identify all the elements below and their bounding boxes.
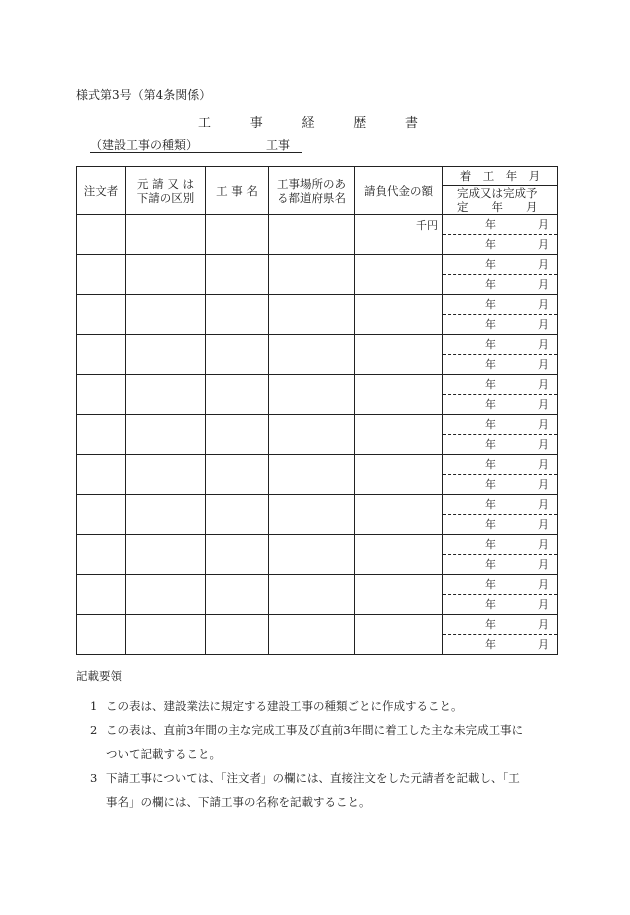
header-project-name: 工 事 名: [206, 167, 269, 215]
table-row: [77, 295, 558, 335]
cell-location[interactable]: [269, 215, 355, 255]
start-date[interactable]: [443, 215, 557, 235]
month-label: 月: [538, 278, 549, 291]
year-label: 年: [485, 638, 496, 651]
year-label: 年: [485, 338, 496, 351]
table-row: [77, 575, 558, 615]
month-label: 月: [538, 258, 549, 271]
table-row: [77, 615, 558, 655]
cell-dates[interactable]: [443, 575, 558, 615]
cell-dates[interactable]: [443, 295, 558, 335]
title-char: 工: [198, 116, 212, 131]
month-label: 月: [538, 638, 549, 651]
note-item: 3 下請工事については、「注文者」の欄には、直接注文をした元請者を記載し、「工: [90, 771, 520, 785]
cell-prime-sub[interactable]: [126, 535, 206, 575]
cell-client[interactable]: [77, 575, 126, 615]
header-location: 工事場所のあ る都道府県名: [269, 167, 355, 215]
cell-client[interactable]: [77, 615, 126, 655]
table-row: [77, 535, 558, 575]
cell-prime-sub[interactable]: [126, 575, 206, 615]
form-label: 様式第3号（第4条関係）: [76, 88, 212, 102]
note-item: 2 この表は、直前3年間の主な完成工事及び直前3年間に着工した主な未完成工事に: [90, 723, 524, 737]
cell-prime-sub[interactable]: [126, 335, 206, 375]
header-prime-sub: 元 請 又 は 下請の区別: [126, 167, 206, 215]
completion-date[interactable]: [443, 555, 557, 574]
month-label: 月: [538, 318, 549, 331]
year-label: 年: [485, 598, 496, 611]
cell-project-name[interactable]: [206, 335, 269, 375]
month-label: 月: [538, 538, 549, 551]
month-label: 月: [538, 398, 549, 411]
start-date[interactable]: [443, 255, 557, 275]
year-label: 年: [485, 218, 496, 231]
year-label: 年: [485, 618, 496, 631]
year-label: 年: [485, 278, 496, 291]
start-date[interactable]: [443, 415, 557, 435]
year-label: 年: [485, 438, 496, 451]
month-label: 月: [538, 238, 549, 251]
note-item-continuation: 事名」の欄には、下請工事の名称を記載すること。: [106, 795, 371, 809]
completion-date[interactable]: [443, 355, 557, 374]
cell-dates[interactable]: [443, 455, 558, 495]
construction-type-line: [90, 136, 302, 153]
completion-date[interactable]: [443, 395, 557, 414]
cell-project-name[interactable]: [206, 455, 269, 495]
start-date[interactable]: [443, 455, 557, 475]
title-char: 事: [249, 116, 263, 131]
cell-prime-sub[interactable]: [126, 455, 206, 495]
cell-location[interactable]: [269, 495, 355, 535]
cell-project-name[interactable]: [206, 215, 269, 255]
month-label: 月: [538, 498, 549, 511]
start-date[interactable]: [443, 295, 557, 315]
cell-location[interactable]: [269, 415, 355, 455]
table-row: [77, 495, 558, 535]
header-contract-amount: 請負代金の額: [355, 167, 443, 215]
cell-dates[interactable]: [443, 215, 558, 255]
notes-section: [76, 668, 576, 814]
table-row: [77, 215, 558, 255]
title-char: 経: [301, 116, 315, 131]
cell-dates[interactable]: [443, 375, 558, 415]
header-start: 着 工 年 月: [443, 167, 558, 186]
cell-dates[interactable]: [443, 255, 558, 295]
completion-date[interactable]: [443, 275, 557, 294]
start-date[interactable]: [443, 615, 557, 635]
table-row: [77, 455, 558, 495]
cell-prime-sub[interactable]: [126, 255, 206, 295]
cell-project-name[interactable]: [206, 255, 269, 295]
cell-prime-sub[interactable]: [126, 215, 206, 255]
year-label: 年: [485, 538, 496, 551]
cell-contract-amount[interactable]: [355, 455, 443, 495]
year-label: 年: [485, 558, 496, 571]
start-date[interactable]: [443, 335, 557, 355]
year-label: 年: [485, 518, 496, 531]
year-label: 年: [485, 418, 496, 431]
cell-location[interactable]: [269, 575, 355, 615]
cell-client[interactable]: [77, 255, 126, 295]
cell-prime-sub[interactable]: [126, 295, 206, 335]
completion-date[interactable]: [443, 315, 557, 334]
cell-client[interactable]: [77, 215, 126, 255]
cell-location[interactable]: [269, 255, 355, 295]
cell-location[interactable]: [269, 375, 355, 415]
cell-project-name[interactable]: [206, 375, 269, 415]
note-item: 1 この表は、建設業法に規定する建設工事の種類ごとに作成すること。: [90, 699, 463, 713]
month-label: 月: [538, 458, 549, 471]
completion-date[interactable]: [443, 515, 557, 534]
cell-contract-amount[interactable]: [355, 295, 443, 335]
cell-client[interactable]: [77, 455, 126, 495]
month-label: 月: [538, 558, 549, 571]
cell-client[interactable]: [77, 295, 126, 335]
cell-project-name[interactable]: [206, 295, 269, 335]
cell-dates[interactable]: [443, 495, 558, 535]
cell-contract-amount[interactable]: [355, 335, 443, 375]
month-label: 月: [538, 358, 549, 371]
completion-date[interactable]: [443, 435, 557, 454]
header-completion: 完成又は完成予 定 年 月: [443, 186, 558, 215]
month-label: 月: [538, 518, 549, 531]
cell-contract-amount[interactable]: [355, 375, 443, 415]
month-label: 月: [538, 378, 549, 391]
month-label: 月: [538, 418, 549, 431]
year-label: 年: [485, 258, 496, 271]
cell-project-name[interactable]: [206, 535, 269, 575]
cell-project-name[interactable]: [206, 495, 269, 535]
month-label: 月: [538, 578, 549, 591]
cell-contract-amount[interactable]: [355, 415, 443, 455]
cell-contract-amount[interactable]: [355, 575, 443, 615]
year-label: 年: [485, 478, 496, 491]
completion-date[interactable]: [443, 595, 557, 614]
cell-contract-amount[interactable]: [355, 495, 443, 535]
cell-dates[interactable]: [443, 535, 558, 575]
cell-contract-amount[interactable]: [355, 255, 443, 295]
cell-location[interactable]: [269, 615, 355, 655]
cell-project-name[interactable]: [206, 575, 269, 615]
cell-dates[interactable]: [443, 415, 558, 455]
year-label: 年: [485, 238, 496, 251]
start-date[interactable]: [443, 575, 557, 595]
cell-dates[interactable]: [443, 615, 558, 655]
cell-client[interactable]: [77, 415, 126, 455]
note-item-continuation: ついて記載すること。: [106, 747, 221, 761]
cell-contract-amount[interactable]: [355, 615, 443, 655]
cell-client[interactable]: [77, 495, 126, 535]
work-history-table: [76, 166, 558, 655]
year-label: 年: [485, 298, 496, 311]
title-char: 書: [404, 116, 418, 131]
cell-client[interactable]: [77, 535, 126, 575]
cell-prime-sub[interactable]: [126, 615, 206, 655]
table-row: [77, 335, 558, 375]
cell-location[interactable]: [269, 535, 355, 575]
start-date[interactable]: [443, 495, 557, 515]
start-date[interactable]: [443, 535, 557, 555]
start-date[interactable]: [443, 375, 557, 395]
construction-type-label: （建設工事の種類）: [90, 138, 199, 152]
cell-contract-amount[interactable]: [355, 535, 443, 575]
cell-location[interactable]: [269, 335, 355, 375]
cell-prime-sub[interactable]: [126, 495, 206, 535]
month-label: 月: [538, 438, 549, 451]
unit-label: 千円: [416, 219, 438, 232]
year-label: 年: [485, 498, 496, 511]
month-label: 月: [538, 338, 549, 351]
cell-prime-sub[interactable]: [126, 375, 206, 415]
cell-location[interactable]: [269, 455, 355, 495]
month-label: 月: [538, 478, 549, 491]
title-char: 歴: [353, 116, 367, 131]
completion-date[interactable]: [443, 235, 557, 254]
table-row: [77, 375, 558, 415]
cell-project-name[interactable]: [206, 415, 269, 455]
year-label: 年: [485, 398, 496, 411]
cell-dates[interactable]: [443, 335, 558, 375]
month-label: 月: [538, 598, 549, 611]
cell-prime-sub[interactable]: [126, 415, 206, 455]
header-client: 注文者: [77, 167, 126, 215]
year-label: 年: [485, 458, 496, 471]
month-label: 月: [538, 298, 549, 311]
cell-project-name[interactable]: [206, 615, 269, 655]
month-label: 月: [538, 618, 549, 631]
completion-date[interactable]: [443, 635, 557, 654]
year-label: 年: [485, 318, 496, 331]
table-row: [77, 415, 558, 455]
year-label: 年: [485, 358, 496, 371]
cell-contract-amount[interactable]: [355, 215, 443, 255]
year-label: 年: [485, 378, 496, 391]
cell-client[interactable]: [77, 375, 126, 415]
month-label: 月: [538, 218, 549, 231]
cell-client[interactable]: [77, 335, 126, 375]
table-row: [77, 255, 558, 295]
notes-heading: 記載要領: [76, 669, 122, 683]
completion-date[interactable]: [443, 475, 557, 494]
page-title: [198, 112, 418, 131]
year-label: 年: [485, 578, 496, 591]
construction-type-suffix: 工事: [266, 138, 291, 152]
cell-location[interactable]: [269, 295, 355, 335]
